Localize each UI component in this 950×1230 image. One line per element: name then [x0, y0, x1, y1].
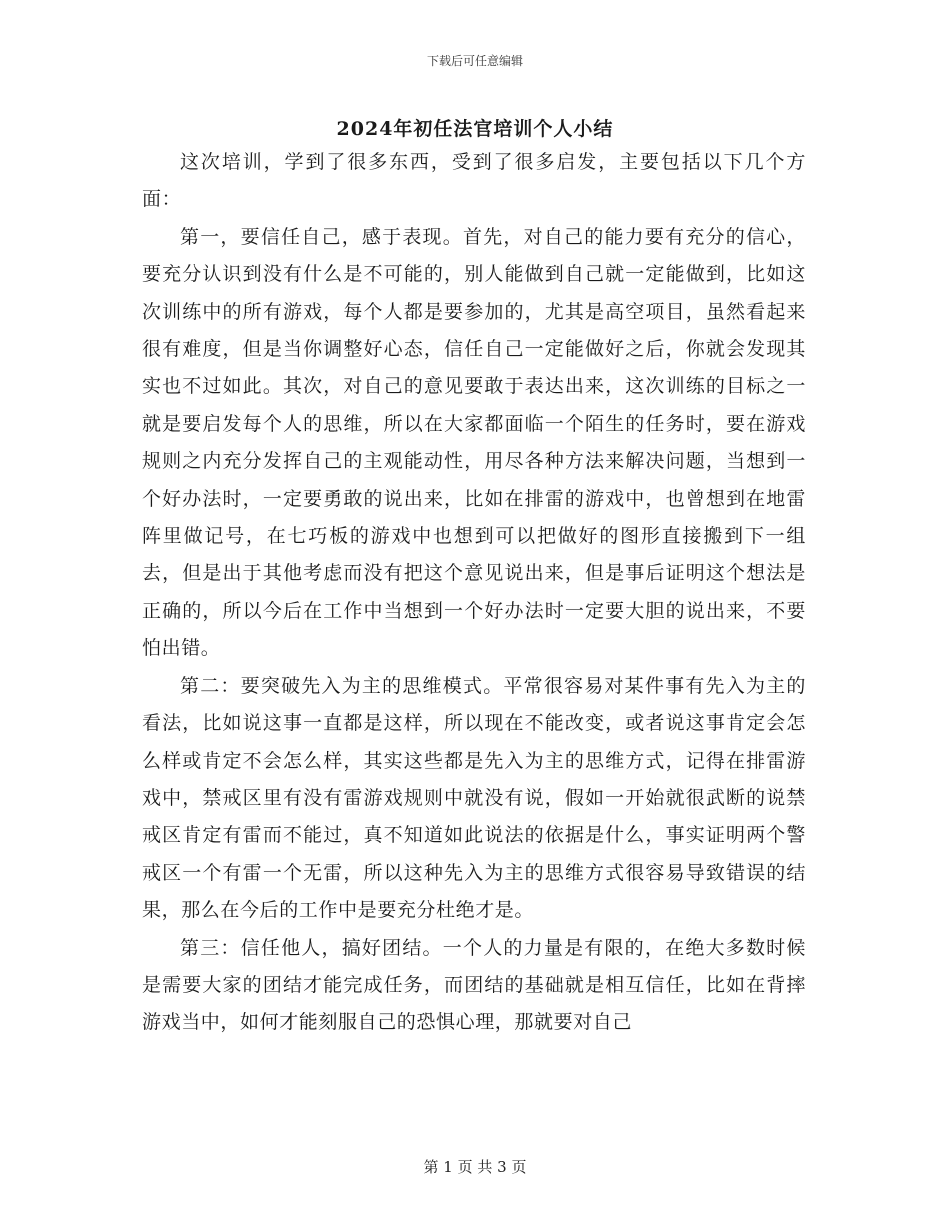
- document-body: [142, 144, 806, 1042]
- paragraph-point-three: 第三：信任他人，搞好团结。一个人的力量是有限的，在绝大多数时候是需要大家的团结才能完成任务，而团结的基础就是相互信任，比如在背摔游戏当中，如何才能刻服自己的恐惧心理，那就要对自己: [142, 936, 806, 1034]
- paragraph-point-one: 第一，要信任自己，感于表现。首先，对自己的能力要有充分的信心，要充分认识到没有什么是不可能的，别人能做到自己就一定能做到，比如这次训练中的所有游戏，每个人都是要参加的，尤其是高空项目，虽然看起来很有难度，但是当你调整好心态，信任自己一定能做好之后，你就会发现其实也不过如此。其次，对自己的意见要敢于表达出来，这次训练的目标之一就是要启发每个人的思维，所以在大家都面临一个陌生的任务时，要在游戏规则之内充分发挥自己的主观能动性，用尽各种方法来解决问题，当想到一个好办法时，一定要勇敢的说出来，比如在排雷的游戏中，也曾想到在地雷阵里做记号，在七巧板的游戏中也想到可以把做好的图形直接搬到下一组去，但是出于其他考虑而没有把这个意见说出来，但是事后证明这个想法是正确的，所以今后在工作中当想到一个好办法时一定要大胆的说出来，不要怕出错。: [142, 225, 806, 660]
- paragraph-intro: 这次培训，学到了很多东西，受到了很多启发，主要包括以下几个方面：: [142, 151, 806, 211]
- page-number: 第 1 页 共 3 页: [423, 1158, 527, 1176]
- paragraph-point-two: 第二：要突破先入为主的思维模式。平常很容易对某件事有先入为主的看法，比如说这事一直都是这样，所以现在不能改变，或者说这事肯定会怎么样或肯定不会怎么样，其实这些都是先入为主的思维方式，记得在排雷游戏中，禁戒区里有没有雷游戏规则中就没有说，假如一开始就很武断的说禁戒区肯定有雷而不能过，真不知道如此说法的依据是什么，事实证明两个警戒区一个有雷一个无雷，所以这种先入为主的思维方式很容易导致错误的结果，那么在今后的工作中是要充分杜绝才是。: [142, 674, 806, 922]
- document-title: 2024年初任法官培训个人小结: [336, 118, 614, 140]
- page-header-note: 下载后可任意编辑: [426, 54, 523, 68]
